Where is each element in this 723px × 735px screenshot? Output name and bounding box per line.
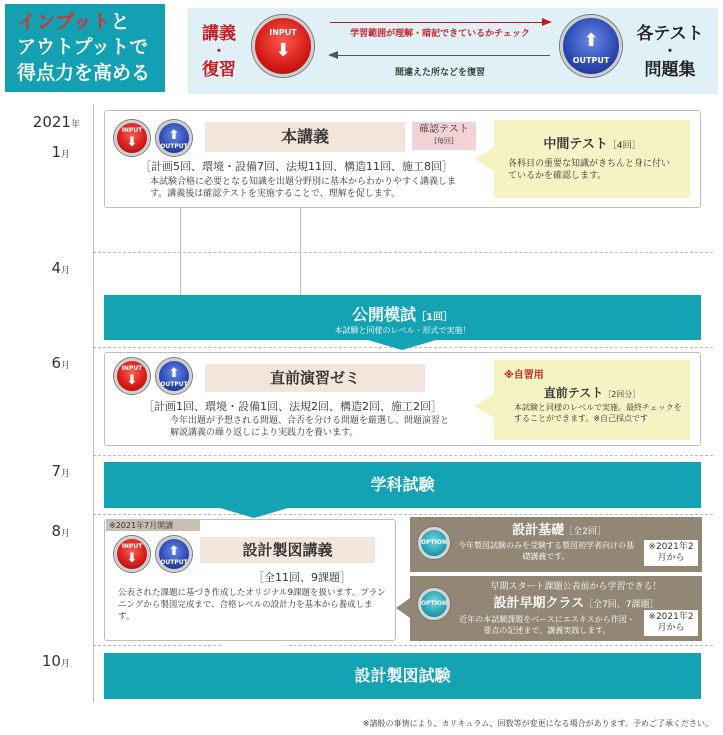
left-arrow-icon — [330, 55, 550, 56]
design-basics-title: 設計基礎［全2回］ — [512, 523, 606, 538]
down-arrow-icon: ⬇ — [126, 135, 138, 150]
final-test-description: 本試験と同様のレベルで実施。最終チェックをすることができます。※自己採点です — [514, 403, 682, 423]
early-class-lead: 早期スタート課題公表前から学習できる！ — [490, 582, 662, 592]
design-drawing-title: 設計製図講義 — [200, 537, 375, 563]
right-arrow-icon — [330, 22, 550, 23]
check-arrow-text: 学習範囲が理解・暗記できているかチェック — [350, 29, 530, 39]
main-lecture-title: 本講義 — [205, 122, 405, 152]
header-lecture-review: 講義 ・ 復習 — [202, 24, 236, 80]
month-10: 10月 — [41, 652, 70, 670]
academic-exam-title: 学科試験 — [370, 475, 435, 494]
course-start-note: ※2021年7月開講 — [106, 520, 200, 531]
header-title-line2: アウトプットで — [17, 36, 149, 58]
year-label: 2021年 — [32, 113, 80, 131]
early-class-title: 設計早期クラス［全7回、7課題］ — [493, 596, 659, 611]
down-arrow-icon: ⬇ — [275, 40, 291, 61]
header-title-line1: インプットと — [17, 11, 130, 33]
input-badge: INPUT ⬇ — [114, 358, 150, 394]
early-class-description: 近年の本試験課題をベースにエスキスから作図・要点の記述まで、講義実践します。 — [459, 615, 635, 635]
down-pointer-icon — [220, 508, 288, 518]
mock-exam-description: 本試験と同様のレベル・形式で実施！ — [334, 326, 471, 335]
callout-pointer — [396, 598, 410, 618]
mock-exam-bar — [104, 295, 701, 340]
header-title-box — [5, 4, 165, 92]
final-seminar-title: 直前演習ゼミ — [205, 364, 425, 392]
output-badge: ⬆ OUTPUT — [156, 120, 192, 156]
self-study-note: ※自習用 — [504, 370, 544, 381]
midterm-test-description: 各科目の重要な知識がきちんと身に付いているかを確認します。 — [508, 159, 671, 181]
final-test-title: 直前テスト［2回分］ — [543, 386, 641, 400]
mock-exam-title: 公開模試［1回］ — [352, 305, 453, 324]
input-badge: INPUT ⬇ — [114, 536, 150, 572]
final-seminar-subjects: ［計画1回、環境・設備1回、法規2回、構造2回、施工2回］ — [143, 400, 442, 413]
output-badge: ⬆ OUTPUT — [156, 358, 192, 394]
midterm-test-title: 中間テスト［4回］ — [543, 137, 641, 152]
month-divider — [93, 514, 713, 515]
main-lecture-description: 本試験合格に必要となる知識を出題分野別に基本からわかりやすく講義します。講義後は確認テストを実施することで、理解を促します。 — [150, 177, 457, 199]
design-drawing-description: 公表された課題に基づき作成したオリジナル9課題を扱います。プランニングから製図完成まで、合格レベルの設計力を基本から養成します。 — [118, 588, 386, 622]
month-7: 7月 — [51, 462, 70, 480]
month-divider — [93, 252, 713, 253]
down-arrow-icon: ⬇ — [126, 373, 138, 388]
down-pointer-icon — [220, 645, 288, 653]
up-arrow-icon: ⬆ — [168, 366, 180, 381]
up-arrow-icon: ⬆ — [168, 544, 180, 559]
design-basics-description: 今年製図試験のみを受験する製図初学者向けの基礎講義です。 — [458, 541, 634, 561]
early-class-start: ※2021年2月から — [644, 610, 698, 636]
timeline-axis — [93, 104, 94, 702]
month-8: 8月 — [51, 522, 70, 540]
output-badge: ⬆ OUTPUT — [560, 15, 622, 77]
design-exam-title: 設計製図試験 — [354, 666, 451, 685]
month-4: 4月 — [51, 259, 70, 277]
up-arrow-icon: ⬆ — [583, 30, 599, 51]
connector-line — [180, 207, 181, 295]
output-badge: ⬆ OUTPUT — [156, 536, 192, 572]
callout-pointer — [474, 147, 494, 171]
month-6: 6月 — [51, 354, 70, 372]
input-badge: INPUT ⬇ — [252, 15, 314, 77]
review-arrow-text: 間違えた所などを復習 — [394, 68, 485, 78]
month-divider — [93, 645, 713, 646]
footnote: ※諸般の事情により、カリキュラム、回数等が変更になる場合があります。予めご了承ください。 — [362, 719, 713, 728]
header-title-line3: 得点力を高める — [17, 62, 151, 84]
connector-line — [300, 207, 301, 295]
down-arrow-icon: ⬇ — [126, 551, 138, 566]
month-divider — [93, 455, 713, 456]
down-pointer-icon — [368, 340, 436, 350]
option-badge: OPTION — [418, 527, 450, 559]
input-badge: INPUT ⬇ — [114, 120, 150, 156]
design-basics-start: ※2021年2月から — [644, 540, 698, 566]
header-tests-problems: 各テスト ・ 問題集 — [636, 24, 704, 80]
academic-exam-bar — [104, 462, 701, 508]
callout-pointer — [474, 394, 494, 418]
option-badge: OPTION — [418, 588, 450, 620]
final-seminar-description: 今年出題が予想される問題、合否を分ける問題を厳選し、問題演習と解説講義の繰り返しにより実践力を養います。 — [170, 416, 450, 438]
design-exam-bar — [104, 653, 701, 699]
design-drawing-count: ［全11回、9課題］ — [253, 571, 351, 584]
main-lecture-subjects: ［計画5回、環境・設備7回、法規11回、構造11回、施工8回］ — [140, 160, 453, 173]
confirm-test-tag: 確認テスト [毎回] — [412, 122, 476, 150]
up-arrow-icon: ⬆ — [168, 128, 180, 143]
month-1: 1月 — [51, 143, 70, 161]
